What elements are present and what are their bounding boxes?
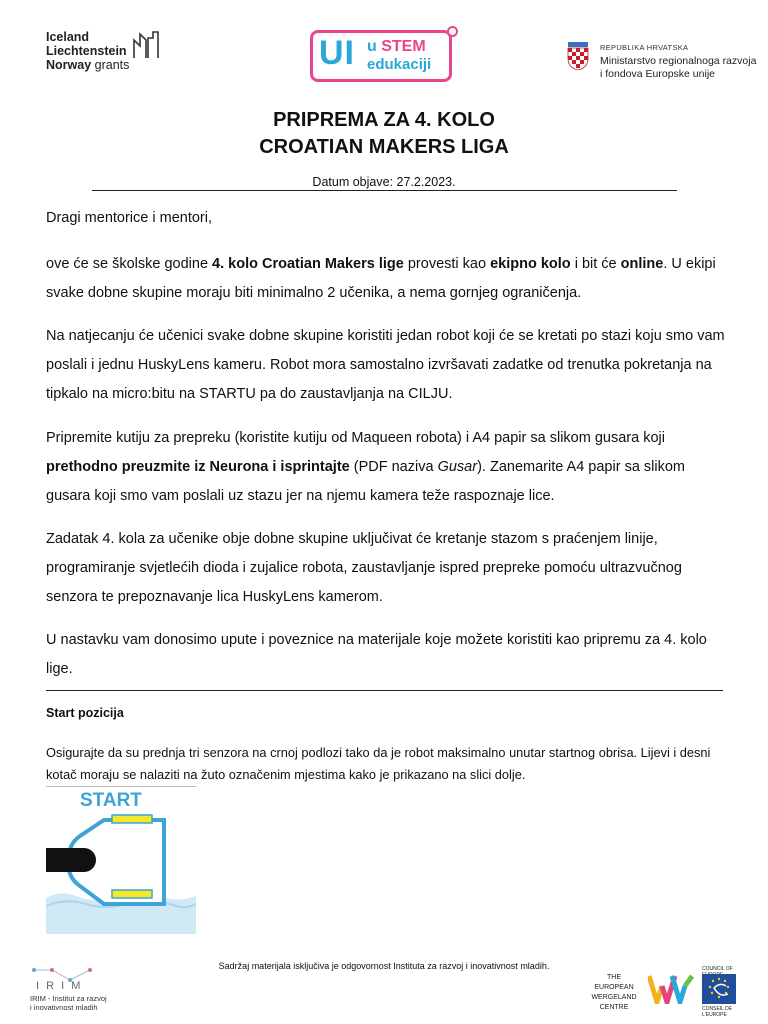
p1-bold-round: 4. kolo Croatian Makers lige bbox=[212, 256, 404, 272]
croatian-coat-of-arms-icon bbox=[567, 42, 589, 70]
paragraph-4: Zadatak 4. kola za učenike obje dobne skupine uključivat će kretanje stazom s praćenjem linije, programiranje svjetlećih dioda i zujalice robota, zaustavljanje ispred prepreke pomoću ultrazvučnog senzora te prepoznavanje lica HuskyLens kamerom. bbox=[46, 531, 682, 605]
p1-text-g: . U ekipi svake dobne skupine moraju biti minimalno 2 učenika, a nema gornjeg ograničenja. bbox=[46, 256, 716, 301]
logo-text-grants: grants bbox=[91, 58, 130, 72]
logo-ui-text: UI bbox=[319, 34, 355, 72]
coe-label-bottom: CONSEIL DE L'EUROPE bbox=[702, 1006, 733, 1018]
footer-disclaimer: Sadržaj materijala isključiva je odgovornost Instituta za razvoj i inovativnost mladih. bbox=[218, 961, 550, 971]
ministry-name-line2: i fondova Europske unije bbox=[600, 68, 715, 80]
p3-text-a: Pripremite kutiju za prepreku (koristite kutiju od Maqueen robota) i A4 papir sa slikom gusara koji bbox=[46, 430, 665, 446]
start-position-image bbox=[46, 786, 196, 934]
logo-u-text: u bbox=[367, 38, 382, 55]
logo-dot-icon bbox=[447, 26, 458, 37]
p3-bold-download: prethodno preuzmite iz Neurona i isprintajte bbox=[46, 459, 350, 475]
irim-logo bbox=[30, 962, 120, 1022]
logo-stem-text: STEM bbox=[381, 38, 426, 55]
irim-subtitle-1: IRIM - Institut za razvoj bbox=[30, 994, 107, 1003]
wergeland-line-3: CENTRE bbox=[599, 1004, 629, 1011]
wergeland-w-mark-icon bbox=[648, 974, 694, 1004]
section-divider bbox=[46, 690, 723, 691]
paragraph-3 bbox=[46, 424, 726, 511]
grants-mark-icon bbox=[132, 30, 162, 60]
ministry-logo bbox=[567, 40, 757, 85]
publication-date: Datum objave: 27.2.2023. bbox=[312, 175, 456, 189]
p1-text-c: provesti kao bbox=[403, 256, 491, 272]
logo-text-iceland: Iceland bbox=[46, 30, 90, 44]
logo-text-norway: Norway bbox=[46, 58, 92, 72]
irim-letters: I R I M bbox=[36, 980, 83, 992]
p1-text-e: i bit će bbox=[570, 256, 621, 272]
ui-u-stem-edukaciji-logo bbox=[310, 30, 458, 86]
start-label: START bbox=[80, 790, 142, 811]
title-line-1: PRIPREMA ZA 4. KOLO bbox=[273, 109, 495, 131]
start-position-heading: Start pozicija bbox=[46, 706, 124, 720]
european-wergeland-centre-logo bbox=[588, 966, 748, 1016]
p3-text-e: ). Zanemarite A4 papir sa slikom gusara koji smo vam poslali uz stazu jer na njemu kamera teže raspoznaje lice. bbox=[46, 459, 685, 504]
wergeland-line-1: THE EUROPEAN bbox=[594, 974, 634, 991]
paragraph-1 bbox=[46, 250, 726, 308]
p1-bold-team: ekipno kolo bbox=[490, 256, 571, 272]
coe-label-top: COUNCIL OF bbox=[702, 966, 733, 972]
council-of-europe-flag-icon bbox=[702, 974, 736, 1004]
irim-subtitle-2: i inovativnost mladih bbox=[30, 1003, 98, 1012]
title-line-2: CROATIAN MAKERS LIGA bbox=[259, 136, 509, 158]
ministry-name-line1: Ministarstvo regionalnoga razvoja bbox=[600, 55, 757, 67]
paragraph-2: Na natjecanju će učenici svake dobne skupine koristiti jedan robot koji će se kretati po stazi koju smo vam poslali i jednu HuskyLens kameru. Robot mora samostalno izvršavati zadatke od trenutka pokretanja na tipkalo na micro:bitu na STARTU pa do zaustavljanja na CILJU. bbox=[46, 328, 725, 402]
paragraph-5: U nastavku vam donosimo upute i poveznice na materijale koje možete koristiti kao pripremu za 4. kolo lige. bbox=[46, 632, 707, 677]
logo-text-liechtenstein: Liechtenstein bbox=[46, 44, 127, 58]
p3-italic-gusar: Gusar bbox=[437, 459, 478, 475]
wergeland-line-2: WERGELAND bbox=[591, 994, 637, 1001]
p1-text-a: ove će se školske godine bbox=[46, 256, 213, 272]
p1-bold-online: online bbox=[620, 256, 664, 272]
iceland-liechtenstein-norway-grants-logo bbox=[46, 30, 156, 90]
logo-edukaciji-text: edukaciji bbox=[367, 56, 432, 73]
document-title bbox=[0, 107, 768, 161]
title-divider bbox=[92, 190, 677, 191]
start-position-text: Osigurajte da su prednja tri senzora na crnoj podlozi tako da je robot maksimalno unutar startnog obrisa. Lijevi i desni kotač moraju se nalaziti na žuto označenim mjestima kako je prikazano na slici dolje. bbox=[46, 745, 711, 782]
p3-text-c: (PDF naziva bbox=[349, 459, 438, 475]
ministry-republic-label: REPUBLIKA HRVATSKA bbox=[600, 43, 689, 52]
greeting: Dragi mentorice i mentori, bbox=[46, 210, 212, 226]
